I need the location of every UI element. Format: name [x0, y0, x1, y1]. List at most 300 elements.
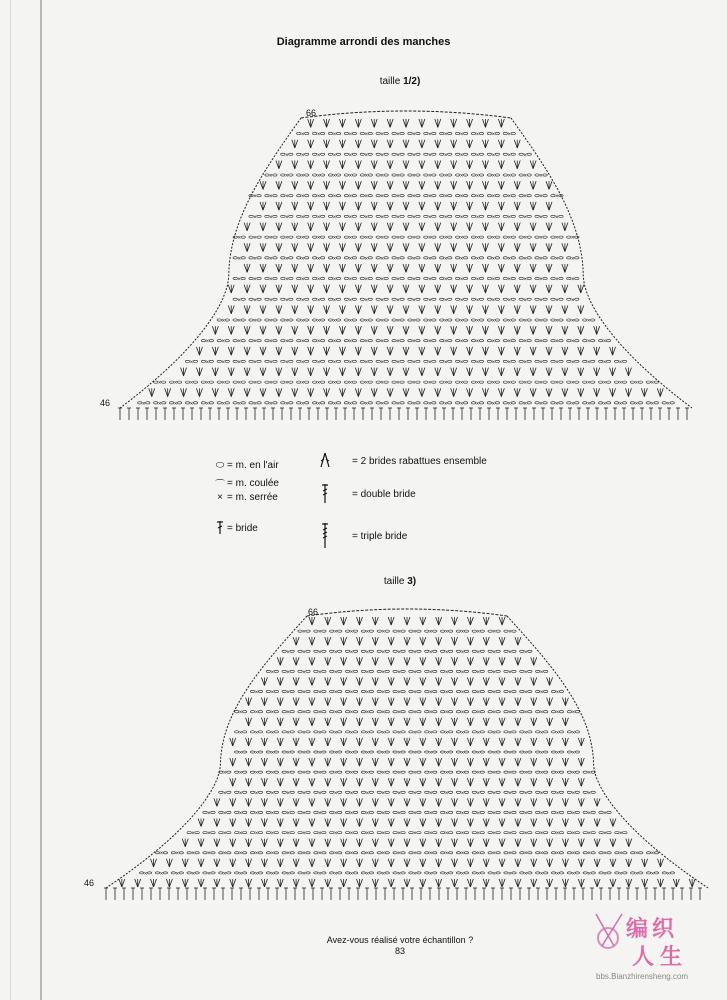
row-number-bottom-2: 46: [84, 878, 95, 888]
svg-text:×: ×: [428, 380, 432, 387]
svg-text:×: ×: [269, 214, 273, 221]
svg-text:×: ×: [302, 810, 306, 817]
svg-text:×: ×: [460, 770, 465, 777]
svg-text:×: ×: [555, 750, 560, 757]
svg-text:×: ×: [507, 339, 512, 346]
svg-text:×: ×: [349, 790, 354, 797]
svg-text:×: ×: [619, 831, 623, 838]
svg-text:×: ×: [269, 318, 273, 325]
svg-text:×: ×: [412, 401, 416, 408]
svg-text:×: ×: [412, 173, 416, 180]
svg-text:×: ×: [380, 132, 384, 139]
svg-text:×: ×: [650, 401, 655, 408]
svg-text:×: ×: [380, 401, 384, 408]
svg-text:×: ×: [238, 790, 243, 797]
svg-text:×: ×: [237, 297, 241, 304]
watermark-char-4: 生: [660, 944, 683, 969]
svg-text:×: ×: [460, 629, 465, 636]
svg-text:×: ×: [459, 297, 464, 304]
svg-text:×: ×: [413, 629, 417, 636]
svg-text:×: ×: [524, 871, 528, 878]
svg-text:×: ×: [364, 401, 369, 408]
svg-text:×: ×: [285, 318, 289, 325]
svg-text:×: ×: [286, 649, 290, 656]
svg-text:×: ×: [300, 214, 305, 221]
svg-text:×: ×: [555, 401, 559, 408]
svg-text:×: ×: [302, 871, 306, 878]
svg-text:×: ×: [397, 730, 401, 737]
svg-text:×: ×: [443, 132, 448, 139]
chart2-top-edge: [307, 609, 507, 616]
svg-text:×: ×: [603, 851, 607, 858]
svg-text:×: ×: [475, 318, 480, 325]
svg-text:×: ×: [443, 401, 448, 408]
svg-text:×: ×: [348, 132, 353, 139]
svg-text:×: ×: [381, 710, 385, 717]
svg-text:×: ×: [571, 871, 576, 878]
svg-text:×: ×: [443, 297, 448, 304]
svg-text:×: ×: [381, 629, 385, 636]
svg-text:×: ×: [316, 235, 321, 242]
svg-text:×: ×: [237, 277, 241, 284]
svg-text:×: ×: [237, 318, 241, 325]
svg-text:×: ×: [491, 173, 496, 180]
svg-text:×: ×: [238, 730, 243, 737]
svg-text:×: ×: [507, 401, 512, 408]
svg-text:×: ×: [348, 318, 353, 325]
svg-text:×: ×: [300, 380, 305, 387]
svg-text:×: ×: [475, 277, 480, 284]
svg-text:×: ×: [207, 871, 211, 878]
svg-text:×: ×: [238, 750, 243, 757]
svg-text:×: ×: [460, 669, 465, 676]
svg-text:×: ×: [491, 359, 496, 366]
svg-text:×: ×: [364, 214, 369, 221]
svg-text:×: ×: [428, 401, 432, 408]
svg-text:×: ×: [459, 277, 464, 284]
svg-text:×: ×: [428, 297, 432, 304]
svg-text:×: ×: [332, 277, 337, 284]
svg-text:×: ×: [253, 235, 257, 242]
svg-text:×: ×: [349, 750, 354, 757]
svg-text:×: ×: [602, 380, 607, 387]
svg-text:×: ×: [285, 152, 289, 159]
svg-text:×: ×: [333, 851, 338, 858]
svg-text:×: ×: [348, 235, 353, 242]
svg-text:×: ×: [475, 214, 480, 221]
svg-text:×: ×: [555, 710, 560, 717]
svg-text:×: ×: [159, 871, 164, 878]
svg-text:×: ×: [460, 750, 465, 757]
svg-text:×: ×: [571, 810, 576, 817]
svg-text:×: ×: [253, 277, 257, 284]
svg-text:×: ×: [397, 790, 401, 797]
svg-text:×: ×: [428, 277, 432, 284]
svg-text:×: ×: [381, 649, 385, 656]
svg-text:×: ×: [254, 831, 259, 838]
svg-text:×: ×: [571, 730, 576, 737]
svg-text:×: ×: [318, 690, 322, 697]
svg-text:×: ×: [348, 214, 353, 221]
svg-text:×: ×: [191, 851, 195, 858]
svg-text:×: ×: [300, 359, 305, 366]
svg-text:×: ×: [571, 256, 575, 263]
svg-text:×: ×: [270, 750, 275, 757]
svg-text:×: ×: [555, 318, 559, 325]
svg-text:×: ×: [428, 359, 432, 366]
watermark-char-2: 织: [652, 916, 675, 941]
svg-text:×: ×: [539, 277, 543, 284]
svg-text:×: ×: [381, 851, 385, 858]
svg-text:×: ×: [460, 851, 465, 858]
svg-text:×: ×: [555, 810, 560, 817]
svg-text:×: ×: [555, 690, 560, 697]
svg-text:×: ×: [444, 649, 449, 656]
svg-text:×: ×: [253, 194, 257, 201]
svg-text:×: ×: [539, 831, 544, 838]
svg-text:×: ×: [571, 339, 575, 346]
svg-text:×: ×: [316, 173, 321, 180]
svg-text:×: ×: [444, 790, 449, 797]
svg-text:×: ×: [412, 359, 416, 366]
svg-text:×: ×: [555, 831, 560, 838]
svg-text:×: ×: [349, 851, 354, 858]
svg-text:×: ×: [364, 194, 369, 201]
svg-text:×: ×: [333, 649, 338, 656]
svg-text:×: ×: [348, 173, 353, 180]
svg-text:×: ×: [523, 235, 527, 242]
svg-text:×: ×: [539, 359, 543, 366]
svg-text:×: ×: [428, 194, 432, 201]
svg-text:×: ×: [318, 750, 322, 757]
svg-text:×: ×: [523, 194, 527, 201]
svg-text:×: ×: [507, 132, 512, 139]
svg-text:×: ×: [318, 730, 322, 737]
svg-text:×: ×: [302, 669, 306, 676]
svg-text:×: ×: [237, 339, 241, 346]
svg-text:×: ×: [539, 339, 543, 346]
svg-text:×: ×: [333, 629, 338, 636]
svg-text:×: ×: [507, 380, 512, 387]
svg-text:×: ×: [380, 152, 384, 159]
svg-text:×: ×: [602, 339, 607, 346]
svg-text:×: ×: [254, 730, 259, 737]
svg-text:×: ×: [349, 649, 354, 656]
svg-text:×: ×: [443, 256, 448, 263]
svg-text:×: ×: [555, 359, 559, 366]
svg-text:×: ×: [460, 690, 465, 697]
svg-text:×: ×: [429, 750, 433, 757]
svg-text:×: ×: [523, 214, 527, 221]
svg-text:×: ×: [475, 194, 480, 201]
svg-text:×: ×: [413, 851, 417, 858]
svg-text:×: ×: [364, 256, 369, 263]
svg-text:×: ×: [492, 810, 496, 817]
svg-text:×: ×: [364, 152, 369, 159]
svg-text:×: ×: [429, 730, 433, 737]
svg-text:×: ×: [475, 132, 480, 139]
svg-text:×: ×: [508, 690, 512, 697]
svg-text:×: ×: [365, 831, 370, 838]
svg-text:×: ×: [491, 132, 496, 139]
svg-text:×: ×: [221, 359, 226, 366]
svg-text:×: ×: [507, 277, 512, 284]
svg-text:×: ×: [476, 810, 481, 817]
svg-text:×: ×: [587, 851, 591, 858]
svg-text:×: ×: [207, 831, 211, 838]
svg-text:×: ×: [492, 750, 496, 757]
svg-text:×: ×: [524, 831, 528, 838]
svg-text:×: ×: [316, 339, 321, 346]
svg-text:×: ×: [492, 770, 496, 777]
svg-text:×: ×: [223, 851, 227, 858]
svg-text:×: ×: [444, 629, 449, 636]
svg-text:×: ×: [412, 214, 416, 221]
svg-text:×: ×: [523, 297, 527, 304]
svg-text:×: ×: [333, 669, 338, 676]
svg-text:×: ×: [286, 750, 290, 757]
svg-text:×: ×: [397, 851, 401, 858]
svg-text:×: ×: [587, 871, 591, 878]
svg-text:×: ×: [191, 831, 195, 838]
svg-text:×: ×: [603, 810, 607, 817]
svg-text:×: ×: [492, 730, 496, 737]
svg-text:×: ×: [413, 649, 417, 656]
svg-text:×: ×: [365, 710, 370, 717]
svg-text:×: ×: [397, 669, 401, 676]
svg-text:×: ×: [269, 380, 273, 387]
svg-text:×: ×: [302, 649, 306, 656]
svg-text:×: ×: [285, 173, 289, 180]
svg-text:×: ×: [237, 359, 241, 366]
svg-text:×: ×: [316, 132, 321, 139]
chart2-right-edge: [507, 616, 708, 888]
svg-text:×: ×: [397, 871, 401, 878]
svg-text:×: ×: [587, 810, 591, 817]
svg-text:×: ×: [380, 214, 384, 221]
svg-text:×: ×: [348, 380, 353, 387]
svg-text:×: ×: [300, 318, 305, 325]
svg-text:×: ×: [524, 710, 528, 717]
svg-text:×: ×: [270, 810, 275, 817]
svg-text:×: ×: [349, 810, 354, 817]
svg-text:×: ×: [397, 690, 401, 697]
svg-text:×: ×: [173, 401, 178, 408]
svg-text:×: ×: [429, 649, 433, 656]
page-title: Diagramme arrondi des manches: [276, 36, 451, 48]
svg-text:×: ×: [539, 871, 544, 878]
yarn-needles-icon: [590, 910, 630, 950]
svg-text:×: ×: [270, 730, 275, 737]
svg-text:×: ×: [318, 669, 322, 676]
svg-text:×: ×: [221, 318, 226, 325]
svg-text:×: ×: [444, 770, 449, 777]
svg-text:×: ×: [571, 359, 575, 366]
svg-text:×: ×: [364, 277, 369, 284]
svg-text:×: ×: [539, 380, 543, 387]
svg-text:×: ×: [523, 173, 527, 180]
svg-text:×: ×: [429, 669, 433, 676]
svg-text:×: ×: [523, 401, 527, 408]
svg-text:×: ×: [364, 173, 369, 180]
svg-text:×: ×: [316, 401, 321, 408]
svg-text:×: ×: [270, 831, 275, 838]
svg-text:×: ×: [443, 277, 448, 284]
svg-text:×: ×: [332, 401, 337, 408]
svg-text:×: ×: [348, 152, 353, 159]
svg-text:×: ×: [380, 194, 384, 201]
legend-item-triple-treble: = triple bride: [318, 522, 407, 551]
svg-text:×: ×: [587, 790, 591, 797]
svg-text:×: ×: [316, 256, 321, 263]
svg-text:×: ×: [300, 194, 305, 201]
svg-text:×: ×: [476, 629, 481, 636]
svg-text:×: ×: [189, 401, 194, 408]
svg-text:×: ×: [302, 790, 306, 797]
svg-text:×: ×: [428, 318, 432, 325]
svg-text:×: ×: [524, 669, 528, 676]
svg-text:×: ×: [254, 690, 259, 697]
svg-text:×: ×: [285, 401, 289, 408]
svg-text:×: ×: [539, 669, 544, 676]
svg-text:×: ×: [270, 871, 275, 878]
svg-text:×: ×: [459, 401, 464, 408]
svg-text:×: ×: [300, 132, 305, 139]
svg-text:×: ×: [302, 710, 306, 717]
svg-text:×: ×: [429, 851, 433, 858]
svg-text:×: ×: [286, 730, 290, 737]
svg-text:×: ×: [205, 380, 210, 387]
svg-text:×: ×: [270, 690, 275, 697]
svg-text:×: ×: [444, 851, 449, 858]
svg-text:×: ×: [318, 770, 322, 777]
svg-text:×: ×: [349, 710, 354, 717]
svg-text:×: ×: [413, 871, 417, 878]
svg-text:×: ×: [142, 401, 146, 408]
svg-text:×: ×: [381, 790, 385, 797]
legend-item-treble: = double bride: [318, 483, 416, 506]
svg-text:×: ×: [539, 318, 543, 325]
svg-text:×: ×: [396, 152, 400, 159]
svg-text:×: ×: [507, 214, 512, 221]
svg-text:×: ×: [381, 810, 385, 817]
svg-text:×: ×: [253, 256, 257, 263]
svg-text:×: ×: [316, 380, 321, 387]
svg-text:×: ×: [539, 770, 544, 777]
svg-text:×: ×: [555, 194, 559, 201]
svg-text:×: ×: [429, 790, 433, 797]
single-crochet-x-icon: ×: [217, 492, 223, 503]
svg-text:×: ×: [223, 810, 227, 817]
svg-text:×: ×: [586, 339, 591, 346]
svg-text:×: ×: [413, 669, 417, 676]
svg-text:×: ×: [238, 770, 243, 777]
svg-text:×: ×: [302, 629, 306, 636]
svg-text:×: ×: [318, 871, 322, 878]
svg-text:×: ×: [175, 871, 180, 878]
svg-text:×: ×: [571, 318, 575, 325]
svg-text:×: ×: [300, 235, 305, 242]
svg-text:×: ×: [555, 235, 559, 242]
svg-text:×: ×: [429, 690, 433, 697]
svg-text:×: ×: [157, 380, 162, 387]
svg-text:×: ×: [508, 790, 512, 797]
svg-text:×: ×: [524, 790, 528, 797]
svg-text:×: ×: [444, 669, 449, 676]
svg-text:×: ×: [476, 770, 481, 777]
svg-text:×: ×: [286, 710, 290, 717]
svg-text:×: ×: [443, 194, 448, 201]
legend-item-dc2tog: = 2 brides rabattues ensemble: [318, 452, 487, 471]
svg-text:×: ×: [270, 790, 275, 797]
svg-text:×: ×: [508, 831, 512, 838]
svg-text:×: ×: [539, 790, 544, 797]
svg-text:×: ×: [571, 297, 575, 304]
svg-text:×: ×: [302, 750, 306, 757]
watermark-site: bbs.Bianzhirensheng.com: [596, 972, 689, 981]
svg-text:×: ×: [459, 339, 464, 346]
svg-text:×: ×: [586, 401, 591, 408]
svg-text:×: ×: [476, 649, 481, 656]
svg-text:×: ×: [539, 851, 544, 858]
svg-text:×: ×: [333, 871, 338, 878]
svg-text:×: ×: [159, 851, 164, 858]
svg-text:×: ×: [332, 235, 337, 242]
svg-text:×: ×: [476, 750, 481, 757]
svg-text:×: ×: [555, 790, 560, 797]
svg-text:×: ×: [348, 401, 353, 408]
svg-text:×: ×: [444, 810, 449, 817]
svg-text:×: ×: [476, 851, 481, 858]
svg-text:×: ×: [365, 690, 370, 697]
svg-text:×: ×: [318, 790, 322, 797]
svg-text:×: ×: [618, 380, 623, 387]
svg-text:×: ×: [285, 297, 289, 304]
svg-text:×: ×: [316, 359, 321, 366]
row-number-top-2: 66: [308, 607, 319, 617]
size-label-2: taille 3): [383, 576, 417, 587]
svg-text:×: ×: [460, 710, 465, 717]
svg-text:×: ×: [380, 359, 384, 366]
svg-text:×: ×: [587, 831, 591, 838]
svg-text:×: ×: [302, 730, 306, 737]
svg-text:×: ×: [571, 235, 575, 242]
svg-text:×: ×: [300, 173, 305, 180]
svg-text:×: ×: [332, 256, 337, 263]
svg-text:×: ×: [332, 318, 337, 325]
svg-text:×: ×: [286, 851, 290, 858]
svg-text:×: ×: [348, 194, 353, 201]
svg-text:×: ×: [444, 831, 449, 838]
svg-text:×: ×: [269, 194, 273, 201]
svg-text:×: ×: [253, 318, 257, 325]
chart2-stitches: [104, 617, 702, 900]
svg-text:×: ×: [254, 790, 259, 797]
svg-text:×: ×: [475, 173, 480, 180]
svg-text:×: ×: [508, 851, 512, 858]
svg-text:×: ×: [285, 256, 289, 263]
svg-text:×: ×: [475, 235, 480, 242]
svg-text:×: ×: [603, 871, 607, 878]
svg-text:×: ×: [475, 297, 480, 304]
svg-text:×: ×: [492, 790, 496, 797]
svg-text:×: ×: [223, 871, 227, 878]
svg-text:×: ×: [380, 380, 384, 387]
footer-question: Avez-vous réalisé votre échantillon ?: [326, 935, 474, 945]
svg-text:×: ×: [286, 810, 290, 817]
svg-text:×: ×: [205, 359, 210, 366]
svg-text:×: ×: [253, 401, 257, 408]
